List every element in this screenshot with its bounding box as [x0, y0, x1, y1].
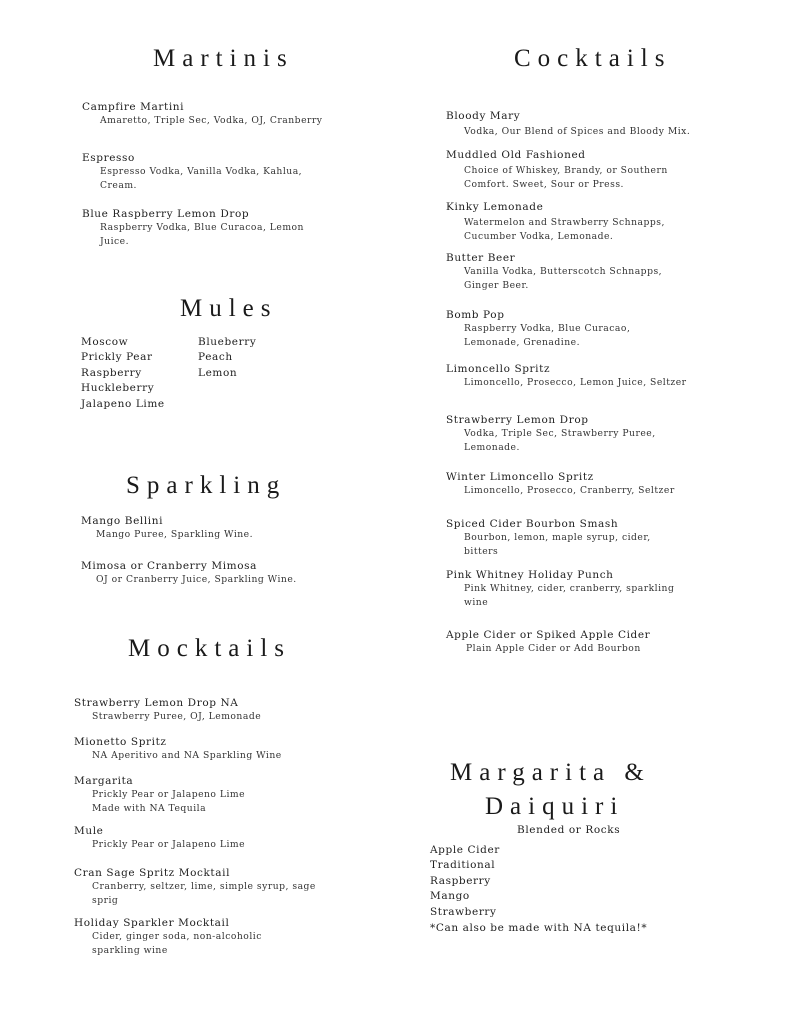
menu-item	[446, 148, 694, 191]
item-name: Spiced Cider Bourbon Smash	[446, 518, 619, 530]
list-item: Peach	[198, 351, 233, 364]
item-description: OJ or Cranberry Juice, Sparkling Wine.	[96, 574, 297, 585]
item-description: Mango Puree, Sparkling Wine.	[96, 529, 254, 540]
item-name: Mango Bellini	[81, 515, 164, 527]
item-name: Bomb Pop	[446, 309, 505, 321]
menu-item	[74, 916, 292, 957]
item-name: Espresso	[82, 152, 135, 164]
sparkling-heading: Sparkling	[126, 472, 287, 499]
item-description: Prickly Pear or Jalapeno Lime	[92, 789, 246, 800]
menu-item	[81, 514, 253, 542]
item-name: Pink Whitney Holiday Punch	[446, 569, 614, 581]
margarita-subtitle: Blended or Rocks	[517, 824, 621, 836]
item-name: Mimosa or Cranberry Mimosa	[81, 560, 258, 572]
item-description: Amaretto, Triple Sec, Vodka, OJ, Cranberry	[100, 115, 323, 126]
menu-item	[74, 824, 245, 852]
item-name: Cran Sage Spritz Mocktail	[74, 867, 231, 879]
mules-list-left	[81, 335, 165, 412]
margarita-list	[430, 843, 647, 936]
margarita-note: *Can also be made with NA tequila!*	[430, 922, 648, 935]
menu-item	[446, 200, 694, 243]
item-description: Vanilla Vodka, Butterscotch Schnapps, Ginger Beer.	[464, 266, 663, 291]
item-name: Blue Raspberry Lemon Drop	[82, 208, 250, 220]
mocktails-heading: Mocktails	[128, 635, 291, 662]
menu-item	[82, 151, 320, 192]
menu-item	[82, 100, 322, 128]
item-description: Prickly Pear or Jalapeno Lime	[92, 839, 246, 850]
menu-item	[74, 774, 245, 815]
menu-item	[446, 470, 675, 498]
cocktails-heading: Cocktails	[514, 45, 672, 72]
margarita-heading-line1: Margarita &	[450, 759, 651, 786]
item-description: Espresso Vodka, Vanilla Vodka, Kahlua, Cream.	[100, 166, 303, 191]
list-item: Huckleberry	[81, 382, 155, 395]
item-name: Campfire Martini	[82, 101, 185, 113]
menu-item	[446, 362, 687, 390]
menu-item	[74, 696, 261, 724]
menu-item	[446, 517, 674, 558]
item-note: Made with NA Tequila	[92, 802, 207, 814]
list-item: Raspberry	[430, 874, 491, 887]
margarita-heading-line2: Daiquiri	[485, 793, 625, 820]
menu-item	[446, 413, 694, 454]
menu-item	[446, 568, 699, 609]
item-description: Pink Whitney, cider, cranberry, sparkling wine	[464, 583, 675, 608]
list-item: Jalapeno Lime	[81, 397, 165, 410]
item-description: Cider, ginger soda, non-alcoholic sparkling wine	[92, 931, 262, 956]
item-description: Vodka, Triple Sec, Strawberry Puree, Lemonade.	[464, 428, 656, 453]
item-name: Bloody Mary	[446, 110, 521, 122]
item-description: Bourbon, lemon, maple syrup, cider, bitters	[464, 532, 651, 557]
item-description: Limoncello, Prosecco, Lemon Juice, Seltzer	[464, 377, 687, 388]
item-name: Strawberry Lemon Drop NA	[74, 697, 239, 709]
item-name: Limoncello Spritz	[446, 363, 551, 375]
item-description: Raspberry Vodka, Blue Curacoa, Lemon Juice.	[100, 222, 304, 247]
item-description: Limoncello, Prosecco, Cranberry, Seltzer	[464, 485, 675, 496]
item-description: Strawberry Puree, OJ, Lemonade	[92, 711, 262, 722]
menu-item	[74, 866, 317, 907]
item-name: Margarita	[74, 775, 134, 787]
list-item: Mango	[430, 890, 470, 903]
mules-heading: Mules	[180, 295, 278, 322]
item-name: Holiday Sparkler Mocktail	[74, 917, 230, 929]
list-item: Apple Cider	[430, 844, 500, 856]
list-item: Traditional	[430, 859, 496, 872]
item-description: Choice of Whiskey, Brandy, or Southern Comfort. Sweet, Sour or Press.	[464, 165, 668, 190]
martinis-heading: Martinis	[153, 45, 294, 72]
mules-list-right	[198, 335, 256, 381]
menu-item	[82, 207, 320, 248]
item-description: NA Aperitivo and NA Sparkling Wine	[92, 750, 282, 761]
list-item: Blueberry	[198, 336, 257, 348]
item-description: Vodka, Our Blend of Spices and Bloody Mix.	[464, 126, 691, 137]
item-name: Mionetto Spritz	[74, 736, 167, 748]
menu-item	[446, 628, 650, 656]
menu-item	[81, 559, 297, 587]
menu-item	[446, 251, 694, 292]
item-name: Winter Limoncello Spritz	[446, 471, 594, 483]
menu-item	[446, 109, 690, 139]
item-description: Plain Apple Cider or Add Bourbon	[466, 643, 641, 654]
list-item: Strawberry	[430, 905, 497, 918]
item-description: Raspberry Vodka, Blue Curacao, Lemonade, Grenadine.	[464, 323, 631, 348]
menu-item	[446, 308, 664, 349]
item-name: Mule	[74, 825, 104, 837]
list-item: Moscow	[81, 336, 129, 348]
item-name: Butter Beer	[446, 252, 516, 264]
item-name: Kinky Lemonade	[446, 201, 544, 213]
list-item: Raspberry	[81, 366, 142, 379]
list-item: Lemon	[198, 366, 238, 379]
item-description: Cranberry, seltzer, lime, simple syrup, sage sprig	[92, 881, 316, 906]
item-name: Strawberry Lemon Drop	[446, 414, 589, 426]
menu-item	[74, 735, 282, 763]
item-name: Muddled Old Fashioned	[446, 149, 586, 161]
item-description: Watermelon and Strawberry Schnapps, Cucumber Vodka, Lemonade.	[464, 217, 665, 242]
list-item: Prickly Pear	[81, 351, 153, 364]
item-name: Apple Cider or Spiked Apple Cider	[446, 629, 651, 641]
